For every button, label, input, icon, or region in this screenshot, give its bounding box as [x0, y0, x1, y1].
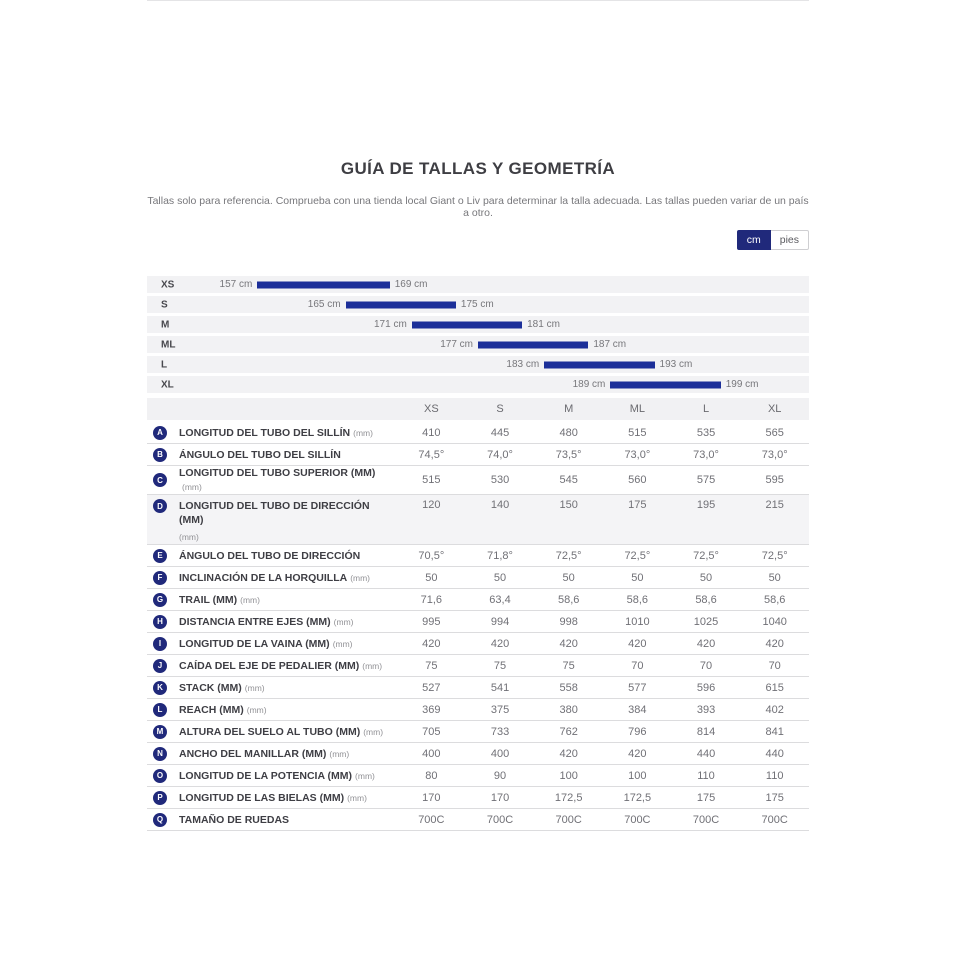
size-bar-track [147, 316, 809, 333]
min-height-label: 165 cm [307, 299, 341, 310]
row-unit-suffix: (mm) [329, 748, 350, 759]
value-E-ML: 72,5° [624, 549, 651, 562]
value-M-XS: 705 [422, 725, 441, 738]
value-C-M: 545 [559, 474, 578, 486]
size-label: M [161, 319, 170, 330]
row-letter-badge: H [153, 615, 167, 629]
value-I-XS: 420 [422, 637, 441, 650]
value-L-L: 393 [696, 703, 716, 716]
unit-cm-button[interactable]: cm [737, 230, 771, 250]
value-H-L: 1025 [693, 615, 719, 628]
row-label: ÁNGULO DEL TUBO DEL SILLÍN [179, 448, 341, 461]
max-height-label: 181 cm [527, 319, 560, 330]
value-A-ML: 515 [628, 426, 647, 439]
row-unit-suffix: (mm) [244, 682, 265, 693]
geometry-row-G [147, 589, 809, 611]
value-L-XS: 369 [422, 703, 441, 716]
value-Q-ML: 700C [624, 813, 651, 826]
geometry-row-Q [147, 809, 809, 831]
value-P-L: 175 [696, 791, 716, 804]
size-range-bar [374, 319, 560, 330]
size-range-bar [307, 299, 494, 310]
max-height-label: 199 cm [725, 379, 759, 390]
value-F-XL: 50 [768, 571, 781, 584]
size-bar-track [147, 276, 809, 293]
row-label-cell [147, 571, 397, 585]
value-M-ML: 796 [628, 725, 647, 738]
row-label: REACH (MM) (mm) [179, 703, 267, 716]
size-row-ML [147, 336, 809, 353]
value-N-M: 420 [559, 747, 578, 760]
value-I-S: 420 [490, 637, 510, 650]
size-range-bar [506, 359, 693, 370]
value-H-ML: 1010 [625, 615, 650, 628]
geometry-row-B [147, 444, 809, 466]
min-height-label: 189 cm [572, 379, 606, 390]
row-unit-suffix: (mm) [362, 660, 383, 671]
value-L-M: 380 [559, 703, 578, 716]
row-label-cell [147, 725, 397, 739]
row-unit-suffix: (mm) [182, 482, 202, 492]
value-Q-XS: 700C [418, 813, 445, 826]
value-L-ML: 384 [628, 703, 647, 716]
row-unit-suffix: (mm) [246, 704, 267, 715]
value-Q-L: 700C [692, 813, 720, 826]
value-N-L: 440 [696, 747, 716, 760]
value-P-XS: 170 [422, 791, 441, 804]
value-P-ML: 172,5 [623, 791, 652, 804]
row-label: LONGITUD DE LA POTENCIA (MM) (mm) [179, 769, 375, 782]
row-label: LONGITUD DEL TUBO SUPERIOR (MM)(mm) [179, 467, 376, 492]
row-label-cell [147, 593, 397, 607]
row-unit-suffix: (mm) [355, 770, 375, 781]
value-L-S: 375 [490, 703, 510, 716]
value-E-S: 71,8° [487, 549, 513, 562]
value-K-ML: 577 [628, 681, 647, 694]
value-D-S: 140 [490, 499, 510, 511]
column-header-S: S [496, 403, 504, 415]
value-M-L: 814 [696, 725, 716, 738]
column-header-L: L [702, 403, 710, 415]
row-label: INCLINACIÓN DE LA HORQUILLA (mm) [179, 571, 371, 584]
row-label: STACK (MM) (mm) [179, 681, 265, 694]
geometry-table-header [147, 398, 809, 420]
geometry-table-body [147, 422, 809, 831]
row-label-cell [147, 499, 397, 544]
value-G-ML: 58,6 [626, 593, 649, 606]
value-A-L: 535 [696, 426, 716, 439]
row-letter-badge: C [153, 473, 167, 487]
row-letter-badge: G [153, 593, 167, 607]
row-unit-suffix: (mm) [179, 532, 199, 542]
value-O-M: 100 [559, 769, 578, 782]
value-M-M: 762 [559, 725, 578, 738]
value-N-ML: 420 [628, 747, 647, 760]
value-M-XL: 841 [765, 725, 784, 738]
row-letter-badge: N [153, 747, 167, 761]
value-N-XL: 440 [765, 747, 784, 760]
geometry-row-C [147, 466, 809, 495]
row-label-cell [147, 549, 397, 563]
value-I-ML: 420 [628, 637, 647, 650]
value-N-S: 400 [490, 747, 510, 760]
value-C-ML: 560 [628, 474, 647, 486]
value-F-L: 50 [699, 571, 713, 584]
size-label: ML [161, 339, 176, 350]
row-unit-suffix: (mm) [363, 726, 384, 737]
row-label: ALTURA DEL SUELO AL TUBO (MM) (mm) [179, 725, 384, 738]
row-label-cell [147, 769, 397, 783]
row-label-cell [147, 448, 397, 462]
value-O-ML: 100 [628, 769, 647, 782]
value-C-XL: 595 [765, 474, 784, 486]
size-range-bar [219, 279, 428, 290]
geometry-row-H [147, 611, 809, 633]
value-K-XL: 615 [765, 681, 784, 694]
size-bar-track [147, 296, 809, 313]
row-letter-badge: O [153, 769, 167, 783]
unit-toggle [147, 230, 809, 250]
unit-pies-button[interactable]: pies [771, 230, 809, 250]
row-label: TAMAÑO DE RUEDAS [179, 813, 290, 826]
value-Q-XL: 700C [761, 813, 788, 826]
value-M-S: 733 [490, 725, 510, 738]
size-label: L [161, 359, 168, 370]
value-E-XL: 72,5° [761, 549, 788, 562]
value-G-S: 63,4 [489, 593, 511, 606]
size-range-bar [572, 379, 759, 390]
size-row-XS [147, 276, 809, 293]
geometry-row-P [147, 787, 809, 809]
value-B-M: 73,5° [555, 448, 582, 461]
column-header-XL: XL [767, 403, 782, 415]
value-I-XL: 420 [765, 637, 784, 650]
value-K-XS: 527 [422, 681, 441, 694]
row-letter-badge: A [153, 426, 167, 440]
value-K-L: 596 [696, 681, 716, 694]
value-P-XL: 175 [765, 791, 784, 804]
value-C-S: 530 [490, 474, 510, 486]
row-label-cell [147, 426, 397, 440]
row-letter-badge: F [153, 571, 167, 585]
min-height-label: 183 cm [506, 359, 540, 370]
value-J-XS: 75 [425, 659, 438, 672]
value-G-XL: 58,6 [763, 593, 786, 606]
geometry-row-D [147, 495, 809, 545]
row-label: CAÍDA DEL EJE DE PEDALIER (MM) (mm) [179, 659, 383, 672]
row-unit-suffix: (mm) [332, 638, 353, 649]
size-guide-section [147, 0, 809, 831]
column-header-XS: XS [423, 403, 439, 415]
min-height-label: 177 cm [440, 339, 473, 350]
value-P-M: 172,5 [554, 791, 583, 804]
size-row-L [147, 356, 809, 373]
value-J-S: 75 [493, 659, 507, 672]
value-D-M: 150 [559, 499, 578, 511]
value-A-S: 445 [490, 426, 510, 439]
row-label-cell [147, 659, 397, 673]
value-F-XS: 50 [425, 571, 438, 584]
row-label-cell [147, 703, 397, 717]
value-D-XL: 215 [765, 499, 784, 511]
value-Q-S: 700C [486, 813, 514, 826]
value-F-S: 50 [493, 571, 507, 584]
size-range-bar [440, 339, 627, 350]
row-label: ANCHO DEL MANILLAR (MM) (mm) [179, 747, 350, 760]
size-row-M [147, 316, 809, 333]
value-N-XS: 400 [422, 747, 441, 760]
value-B-S: 74,0° [487, 448, 513, 461]
value-B-XL: 73,0° [761, 448, 788, 461]
value-A-M: 480 [559, 426, 578, 439]
row-label: ÁNGULO DEL TUBO DE DIRECCIÓN [179, 549, 361, 562]
geometry-row-A [147, 422, 809, 444]
row-unit-suffix: (mm) [353, 427, 373, 438]
row-unit-suffix: (mm) [347, 792, 367, 803]
row-label: TRAIL (MM) (mm) [179, 593, 260, 606]
value-B-ML: 73,0° [624, 448, 651, 461]
max-height-label: 175 cm [460, 299, 494, 310]
size-bar-track [147, 376, 809, 393]
row-label: LONGITUD DEL TUBO DE DIRECCIÓN (MM) (mm) [179, 499, 397, 544]
value-I-L: 420 [696, 637, 716, 650]
size-bar-track [147, 336, 809, 353]
row-unit-suffix: (mm) [350, 572, 371, 583]
value-J-XL: 70 [768, 659, 781, 672]
value-F-M: 50 [562, 571, 575, 584]
row-label-cell [147, 791, 397, 805]
geometry-row-M [147, 721, 809, 743]
value-C-L: 575 [696, 474, 716, 486]
value-B-XS: 74,5° [418, 448, 445, 461]
value-I-M: 420 [559, 637, 578, 650]
min-height-label: 171 cm [374, 319, 407, 330]
row-unit-suffix: (mm) [333, 616, 354, 627]
value-O-XS: 80 [425, 769, 438, 782]
value-O-L: 110 [697, 769, 715, 782]
row-letter-badge: K [153, 681, 167, 695]
row-label-cell [147, 681, 397, 695]
row-letter-badge: E [153, 549, 167, 563]
value-K-M: 558 [559, 681, 578, 694]
page-subtitle: Tallas solo para referencia. Comprueba con una tienda local Giant o Liv para determinar la talla adecuada. Las tallas pueden variar de un país a otro. [147, 195, 809, 219]
min-height-label: 157 cm [219, 279, 253, 290]
geometry-row-K [147, 677, 809, 699]
value-G-M: 58,6 [557, 593, 580, 606]
row-letter-badge: J [153, 659, 167, 673]
geometry-row-F [147, 567, 809, 589]
geometry-row-L [147, 699, 809, 721]
max-height-label: 169 cm [394, 279, 428, 290]
row-letter-badge: P [153, 791, 167, 805]
value-H-S: 994 [490, 615, 510, 628]
size-label: XL [161, 379, 174, 390]
value-A-XS: 410 [422, 426, 441, 439]
size-label: S [161, 299, 168, 310]
row-label: LONGITUD DEL TUBO DEL SILLÍN (mm) [179, 426, 373, 439]
row-letter-badge: I [153, 637, 167, 651]
value-K-S: 541 [490, 681, 510, 694]
value-O-XL: 110 [765, 769, 784, 782]
column-header-ML: ML [629, 403, 645, 415]
value-F-ML: 50 [631, 571, 644, 584]
geometry-row-E [147, 545, 809, 567]
row-label-cell [147, 637, 397, 651]
geometry-row-J [147, 655, 809, 677]
max-height-label: 187 cm [593, 339, 627, 350]
geometry-row-O [147, 765, 809, 787]
value-H-XL: 1040 [762, 615, 787, 628]
row-label-cell [147, 813, 397, 827]
value-G-XS: 71,6 [420, 593, 443, 606]
value-J-L: 70 [699, 659, 713, 672]
value-B-L: 73,0° [693, 448, 719, 461]
row-letter-badge: M [153, 725, 167, 739]
value-H-XS: 995 [422, 615, 441, 628]
row-letter-badge: B [153, 448, 167, 462]
value-A-XL: 565 [765, 426, 784, 439]
value-D-ML: 175 [628, 499, 647, 511]
row-letter-badge: D [153, 499, 167, 513]
size-bar-track [147, 356, 809, 373]
value-J-M: 75 [562, 659, 575, 672]
geometry-table [147, 398, 809, 831]
row-letter-badge: L [153, 703, 167, 717]
value-L-XL: 402 [765, 703, 784, 716]
row-label: LONGITUD DE LA VAINA (MM) (mm) [179, 637, 353, 650]
value-P-S: 170 [490, 791, 510, 804]
column-header-M: M [564, 403, 574, 415]
row-label: LONGITUD DE LAS BIELAS (MM) (mm) [179, 791, 367, 804]
row-unit-suffix: (mm) [240, 594, 260, 605]
size-label: XS [161, 279, 175, 290]
value-D-L: 195 [696, 499, 716, 511]
page-title: GUÍA DE TALLAS Y GEOMETRÍA [340, 159, 616, 178]
max-height-label: 193 cm [659, 359, 693, 370]
row-label: DISTANCIA ENTRE EJES (MM) (mm) [179, 615, 354, 628]
row-label-cell [147, 747, 397, 761]
value-E-L: 72,5° [693, 549, 719, 562]
geometry-row-N [147, 743, 809, 765]
value-H-M: 998 [559, 615, 578, 628]
row-letter-badge: Q [153, 813, 167, 827]
row-label-cell [147, 615, 397, 629]
value-J-ML: 70 [631, 659, 644, 672]
size-row-XL [147, 376, 809, 393]
value-G-L: 58,6 [695, 593, 717, 606]
value-C-XS: 515 [422, 474, 441, 486]
row-label-cell [147, 466, 397, 494]
value-E-XS: 70,5° [418, 549, 445, 562]
value-Q-M: 700C [555, 813, 582, 826]
size-chart [147, 276, 809, 393]
value-O-S: 90 [493, 769, 507, 782]
geometry-row-I [147, 633, 809, 655]
value-D-XS: 120 [422, 499, 441, 511]
value-E-M: 72,5° [555, 549, 582, 562]
size-row-S [147, 296, 809, 313]
